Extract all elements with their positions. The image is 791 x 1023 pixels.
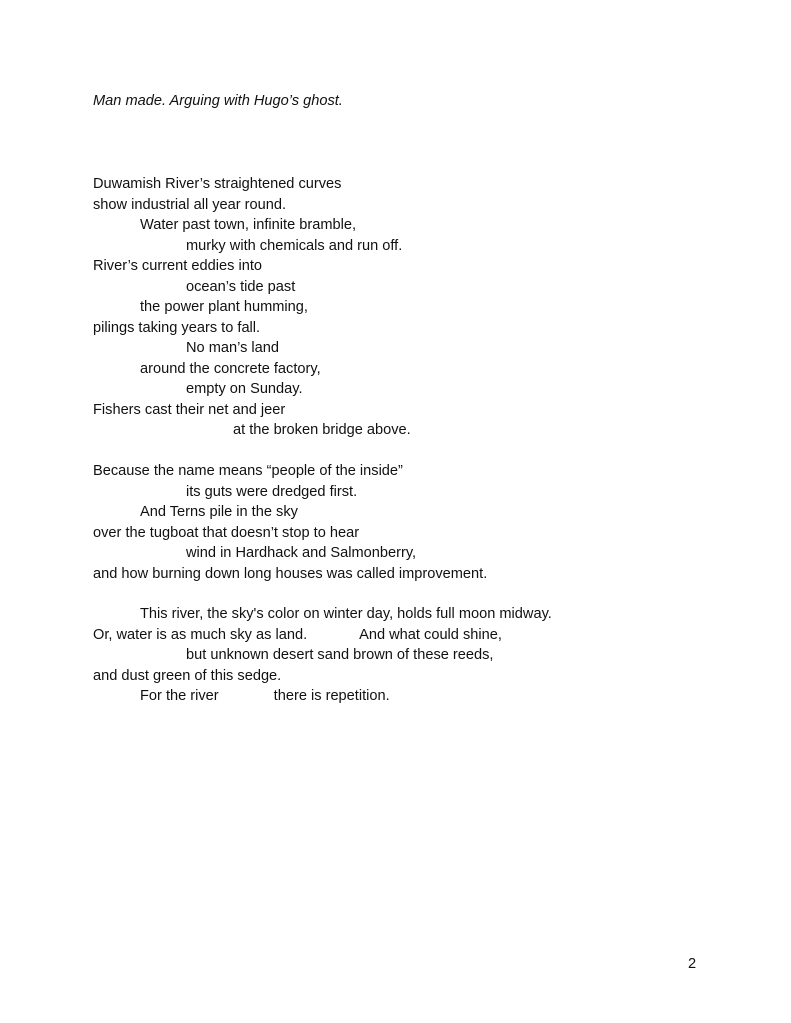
stanza-2 xyxy=(93,461,487,584)
poem-line-part: And what could shine, xyxy=(359,626,502,643)
poem-line: murky with chemicals and run off. xyxy=(186,237,403,254)
poem-line: show industrial all year round. xyxy=(93,196,287,213)
poem-line: and dust green of this sedge. xyxy=(93,667,282,684)
poem-line: Duwamish River’s straightened curves xyxy=(93,176,342,192)
poem-line: but unknown desert sand brown of these reeds, xyxy=(186,647,494,663)
poem-line: around the concrete factory, xyxy=(140,360,321,377)
poem-line: and how burning down long houses was called improvement. xyxy=(93,565,488,582)
poem-line: No man’s land xyxy=(186,340,280,356)
poem-line: wind in Hardhack and Salmonberry, xyxy=(186,545,417,561)
poem-line: over the tugboat that doesn’t stop to hear xyxy=(93,524,360,541)
poem-line: River’s current eddies into xyxy=(93,258,262,274)
poem-epigraph: Man made. Arguing with Hugo’s ghost. xyxy=(93,93,343,109)
poem-line-part: For the river xyxy=(140,688,219,704)
poem-line: And Terns pile in the sky xyxy=(140,504,298,520)
stanza-1 xyxy=(93,174,411,441)
poem-line xyxy=(93,686,552,707)
poem-line xyxy=(93,625,552,646)
poem-line: Water past town, infinite bramble, xyxy=(140,217,357,233)
poem-line: ocean’s tide past xyxy=(186,278,296,295)
poem-line-part: Or, water is as much sky as land. xyxy=(93,626,308,643)
poem-line: Because the name means “people of the inside” xyxy=(93,463,403,479)
poem-line-part: there is repetition. xyxy=(273,688,390,704)
poem-line: empty on Sunday. xyxy=(186,381,303,397)
poem-line: at the broken bridge above. xyxy=(233,422,411,438)
poem-line: This river, the sky's color on winter day, holds full moon midway. xyxy=(140,606,552,622)
poem-line: the power plant humming, xyxy=(140,299,308,315)
poem-line: pilings taking years to fall. xyxy=(93,319,261,336)
poem-line: Fishers cast their net and jeer xyxy=(93,401,286,418)
stanza-3 xyxy=(93,604,552,707)
page-number: 2 xyxy=(688,956,697,972)
poem-line: its guts were dredged first. xyxy=(186,483,358,500)
